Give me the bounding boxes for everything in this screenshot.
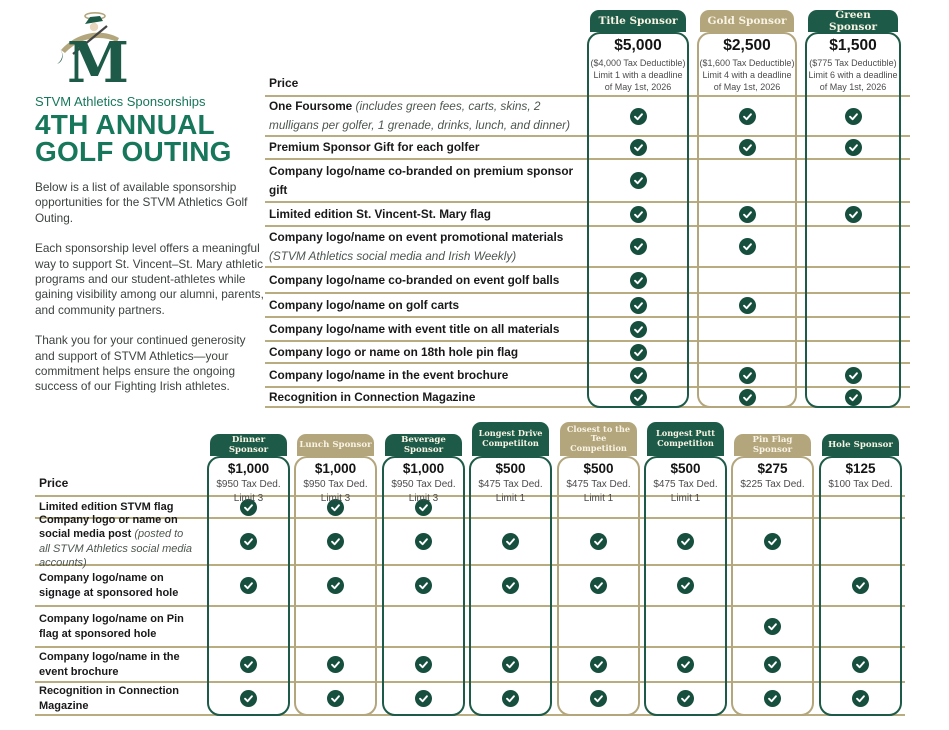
row-label <box>269 343 518 362</box>
sponsor-tax-deductible: ($775 Tax Deductible) <box>809 58 897 68</box>
table-row <box>265 388 910 408</box>
row-label <box>269 162 575 200</box>
check-cell <box>587 203 689 225</box>
sponsor-limit: Limit 3 <box>233 493 264 504</box>
row-label-cell <box>265 160 583 201</box>
check-cell <box>557 519 640 564</box>
check-cell <box>557 566 640 605</box>
check-cell <box>805 203 901 225</box>
table-row <box>265 364 910 388</box>
sponsor-limit: Limit 1 <box>670 493 701 504</box>
check-cell <box>587 388 689 406</box>
sponsor-price-info <box>209 461 288 504</box>
sponsor-price: $1,000 <box>402 461 445 476</box>
sponsor-price: $1,000 <box>227 461 270 476</box>
checkmark-icon <box>327 533 344 550</box>
check-cell <box>731 683 814 714</box>
check-cell <box>382 648 465 681</box>
checkmark-icon <box>240 577 257 594</box>
checkmark-icon <box>415 656 432 673</box>
checkmark-icon <box>852 656 869 673</box>
table-row <box>265 203 910 227</box>
check-cell <box>819 566 902 605</box>
check-cell <box>294 566 377 605</box>
row-label-note: (includes green fees, carts, skins, 2 mulligans per golfer, 1 grenade, drinks, lunch, and dinner) <box>269 99 570 132</box>
checkmark-icon <box>845 367 862 384</box>
sponsor-price-info <box>821 461 900 496</box>
row-label-cell <box>265 203 583 225</box>
top-sponsorship-table <box>265 10 910 412</box>
sponsor-price-info <box>699 37 795 96</box>
check-cell <box>805 388 901 406</box>
checkmark-icon <box>677 577 694 594</box>
checkmark-icon <box>852 577 869 594</box>
sponsor-price-info <box>471 461 550 504</box>
checkmark-icon <box>590 577 607 594</box>
sponsor-price-info <box>646 461 725 504</box>
check-cell <box>805 227 901 266</box>
check-cell <box>207 519 290 564</box>
sponsor-tab: Beverage Sponsor <box>385 434 462 456</box>
check-cell <box>697 318 797 340</box>
sponsor-tab: Hole Sponsor <box>822 434 899 456</box>
kicker-text: STVM Athletics Sponsorships <box>35 94 206 109</box>
checkmark-icon <box>677 533 694 550</box>
check-cell <box>805 268 901 292</box>
check-cell <box>587 364 689 386</box>
checkmark-icon <box>240 533 257 550</box>
check-cell <box>805 160 901 201</box>
checkmark-icon <box>415 577 432 594</box>
checkmark-icon <box>845 389 862 406</box>
check-cell <box>697 203 797 225</box>
check-cell <box>294 519 377 564</box>
check-cell <box>382 566 465 605</box>
check-cell <box>731 519 814 564</box>
sponsor-tax-deductible: $950 Tax Ded. <box>216 479 281 490</box>
check-cell <box>731 648 814 681</box>
checkmark-icon <box>739 297 756 314</box>
sponsor-limit: Limit 1 <box>495 493 526 504</box>
check-cell <box>557 683 640 714</box>
row-label-text: Company logo/name on event promotional materials <box>269 229 564 244</box>
sponsor-tax-deductible: ($1,600 Tax Deductible) <box>699 58 795 68</box>
check-cell <box>587 97 689 135</box>
check-cell <box>644 566 727 605</box>
row-label-cell <box>265 388 583 406</box>
row-label <box>269 271 559 290</box>
table-row <box>265 160 910 203</box>
row-label-cell <box>265 364 583 386</box>
check-cell <box>294 648 377 681</box>
checkmark-icon <box>739 238 756 255</box>
row-label-text: One Foursome <box>269 99 353 113</box>
check-cell <box>819 497 902 517</box>
check-cell <box>819 683 902 714</box>
table-row <box>35 513 905 569</box>
title-line-2: GOLF OUTING <box>35 136 232 167</box>
checkmark-icon <box>677 690 694 707</box>
price-column-header: Price <box>39 476 69 490</box>
row-label-cell <box>265 318 583 340</box>
checkmark-icon <box>764 656 781 673</box>
checkmark-icon <box>502 533 519 550</box>
row-label-cell <box>265 268 583 292</box>
row-label-text: Company logo/name on signage at sponsored hole <box>39 572 179 599</box>
sponsor-limit: Limit 6 with a deadline of May 1st, 2026 <box>808 70 898 92</box>
checkmark-icon <box>502 577 519 594</box>
row-label <box>269 320 559 339</box>
row-label-note: (posted to all STVM Athletics social media accounts) <box>39 528 193 569</box>
row-label-cell <box>35 513 201 569</box>
check-cell <box>207 683 290 714</box>
table-row <box>265 97 910 137</box>
checkmark-icon <box>630 206 647 223</box>
check-cell <box>697 342 797 362</box>
table-row <box>35 683 905 716</box>
sponsor-price: $2,500 <box>723 37 771 54</box>
row-label-cell <box>265 97 583 135</box>
sponsor-tab: Lunch Sponsor <box>297 434 374 456</box>
checkmark-icon <box>630 367 647 384</box>
check-cell <box>587 294 689 316</box>
checkmark-icon <box>739 108 756 125</box>
check-cell <box>587 160 689 201</box>
check-cell <box>557 607 640 646</box>
price-column-header: Price <box>269 76 299 90</box>
check-cell <box>587 227 689 266</box>
row-label-cell <box>35 607 201 646</box>
row-label-cell <box>35 566 201 605</box>
intro-paragraph-1: Below is a list of available sponsorship opportunities for the STVM Athletics Golf Outing. <box>35 180 248 225</box>
check-cell <box>587 342 689 362</box>
sponsor-tax-deductible: ($4,000 Tax Deductible) <box>590 58 686 68</box>
checkmark-icon <box>739 389 756 406</box>
check-cell <box>644 648 727 681</box>
checkmark-icon <box>590 656 607 673</box>
table-row <box>265 137 910 160</box>
table-row <box>35 566 905 607</box>
sponsor-tax-deductible: $100 Tax Ded. <box>828 479 893 490</box>
sponsor-price-info <box>733 461 812 496</box>
row-label-cell <box>35 683 201 714</box>
row-label <box>269 138 479 157</box>
checkmark-icon <box>630 389 647 406</box>
row-label-text: Company logo or name on 18th hole pin flag <box>269 344 519 359</box>
check-cell <box>731 566 814 605</box>
row-label-note: (STVM Athletics social media and Irish Weekly) <box>269 248 517 263</box>
checkmark-icon <box>327 577 344 594</box>
checkmark-icon <box>415 690 432 707</box>
checkmark-icon <box>630 139 647 156</box>
row-label-text: Premium Sponsor Gift for each golfer <box>269 140 480 154</box>
check-cell <box>587 318 689 340</box>
checkmark-icon <box>764 618 781 635</box>
sponsor-price-info <box>807 37 899 96</box>
check-cell <box>697 160 797 201</box>
row-label-text: Limited edition STVM flag <box>39 500 174 513</box>
check-cell <box>805 364 901 386</box>
check-cell <box>469 607 552 646</box>
row-label <box>39 612 193 641</box>
check-cell <box>697 268 797 292</box>
row-label <box>39 650 193 679</box>
checkmark-icon <box>739 367 756 384</box>
checkmark-icon <box>630 344 647 361</box>
table-row <box>265 294 910 318</box>
check-cell <box>557 648 640 681</box>
table-row <box>265 227 910 268</box>
sponsor-price: $1,500 <box>829 37 877 54</box>
row-label-text: Company logo/name co-branded on premium sponsor gift <box>269 163 574 197</box>
row-label-text: Company logo/name with event title on all materials <box>269 321 560 336</box>
sponsor-tab: Gold Sponsor <box>700 10 794 32</box>
sponsor-tab: Dinner Sponsor <box>210 434 287 456</box>
check-cell <box>697 294 797 316</box>
intro-paragraph-2: Each sponsorship level offers a meaningful way to support St. Vincent–St. Mary athletic programs and our student-athletes while gaining visibility among our alumni, parents, and community partners. <box>35 241 264 317</box>
check-cell <box>469 648 552 681</box>
sponsor-limit: Limit 1 <box>583 493 614 504</box>
check-cell <box>469 683 552 714</box>
check-cell <box>805 137 901 158</box>
sponsor-tab: Green Sponsor <box>808 10 898 32</box>
table-row <box>35 648 905 683</box>
sponsor-tax-deductible: $225 Tax Ded. <box>740 479 805 490</box>
check-cell <box>587 137 689 158</box>
row-label-cell <box>265 294 583 316</box>
row-label-cell <box>265 342 583 362</box>
check-cell <box>469 519 552 564</box>
sponsor-price-info <box>559 461 638 504</box>
check-cell <box>644 683 727 714</box>
row-label-cell <box>265 227 583 266</box>
checkmark-icon <box>240 690 257 707</box>
sponsor-price-info <box>384 461 463 504</box>
row-label <box>269 228 575 266</box>
checkmark-icon <box>739 139 756 156</box>
row-label <box>39 571 193 600</box>
checkmark-icon <box>327 690 344 707</box>
row-label <box>39 684 193 713</box>
check-cell <box>805 294 901 316</box>
check-cell <box>644 607 727 646</box>
checkmark-icon <box>845 206 862 223</box>
check-cell <box>697 227 797 266</box>
row-label-text: Company logo/name on golf carts <box>269 297 460 312</box>
sponsor-tax-deductible: $475 Tax Ded. <box>478 479 543 490</box>
check-cell <box>805 318 901 340</box>
check-cell <box>294 683 377 714</box>
row-label-text: Company logo/name in the event brochure <box>269 367 509 382</box>
sponsor-price: $5,000 <box>614 37 662 54</box>
check-cell <box>731 497 814 517</box>
check-cell <box>697 388 797 406</box>
row-label-text: Company logo/name on Pin flag at sponsored hole <box>39 613 184 640</box>
sponsor-price: $125 <box>845 461 876 476</box>
row-label-text: Recognition in Connection Magazine <box>39 685 179 712</box>
checkmark-icon <box>327 656 344 673</box>
check-cell <box>697 137 797 158</box>
check-cell <box>697 364 797 386</box>
sponsor-price: $500 <box>495 461 526 476</box>
row-label-text: Company logo/name in the event brochure <box>39 651 180 678</box>
checkmark-icon <box>240 656 257 673</box>
checkmark-icon <box>630 272 647 289</box>
checkmark-icon <box>764 690 781 707</box>
sponsor-tab: Longest Drive Competiiton <box>472 422 549 456</box>
sponsor-price: $275 <box>757 461 788 476</box>
sponsor-price-info <box>296 461 375 504</box>
check-cell <box>382 607 465 646</box>
checkmark-icon <box>845 139 862 156</box>
sidebar <box>35 8 267 395</box>
sponsor-tab: Pin Flag Sponsor <box>734 434 811 456</box>
checkmark-icon <box>764 533 781 550</box>
check-cell <box>207 648 290 681</box>
checkmark-icon <box>502 690 519 707</box>
svg-text:M: M <box>67 30 129 92</box>
sponsor-limit: Limit 3 <box>408 493 439 504</box>
check-cell <box>587 268 689 292</box>
row-label <box>269 388 475 407</box>
checkmark-icon <box>590 533 607 550</box>
check-cell <box>697 97 797 135</box>
check-cell <box>805 342 901 362</box>
check-cell <box>207 566 290 605</box>
sponsor-price-info <box>589 37 687 96</box>
sponsor-price: $500 <box>670 461 701 476</box>
checkmark-icon <box>630 238 647 255</box>
checkmark-icon <box>677 656 694 673</box>
sponsor-tax-deductible: $950 Tax Ded. <box>303 479 368 490</box>
sponsor-limit: Limit 3 <box>320 493 351 504</box>
page-title <box>35 111 267 165</box>
row-label-cell <box>265 137 583 158</box>
check-cell <box>819 607 902 646</box>
sponsor-limit: Limit 4 with a deadline of May 1st, 2026 <box>702 70 792 92</box>
row-label-text: Company logo or name on social media post <box>39 513 178 541</box>
checkmark-icon <box>415 533 432 550</box>
table-row <box>265 342 910 364</box>
checkmark-icon <box>502 656 519 673</box>
row-label <box>39 513 193 570</box>
stvm-logo <box>51 8 267 92</box>
checkmark-icon <box>630 321 647 338</box>
checkmark-icon <box>630 297 647 314</box>
checkmark-icon <box>852 690 869 707</box>
sponsor-price: $500 <box>583 461 614 476</box>
check-cell <box>644 519 727 564</box>
table-row <box>265 268 910 294</box>
checkmark-icon <box>845 108 862 125</box>
sponsor-tab: Longest Putt Competition <box>647 422 724 456</box>
row-label-text: Limited edition St. Vincent-St. Mary flag <box>269 206 491 221</box>
check-cell <box>731 607 814 646</box>
intro-paragraph-3: Thank you for your continued generosity and support of STVM Athletics—your commitment helps ensure the ongoing success of our Fighting Irish athletes. <box>35 333 246 394</box>
checkmark-icon <box>630 108 647 125</box>
row-label <box>269 97 575 135</box>
check-cell <box>382 683 465 714</box>
sponsor-price: $1,000 <box>314 461 357 476</box>
check-cell <box>294 607 377 646</box>
row-label <box>269 296 459 315</box>
row-label <box>269 366 508 385</box>
checkmark-icon <box>739 206 756 223</box>
row-label-cell <box>35 648 201 681</box>
check-cell <box>805 97 901 135</box>
row-label <box>269 205 491 224</box>
bottom-sponsorship-table <box>35 422 905 720</box>
checkmark-icon <box>590 690 607 707</box>
sponsor-tax-deductible: $950 Tax Ded. <box>391 479 456 490</box>
sponsor-tax-deductible: $475 Tax Ded. <box>566 479 631 490</box>
check-cell <box>819 519 902 564</box>
check-cell <box>207 607 290 646</box>
row-label-text: Recognition in Connection Magazine <box>269 389 476 404</box>
checkmark-icon <box>630 172 647 189</box>
row-label-text: Company logo/name co-branded on event golf balls <box>269 272 560 287</box>
sponsor-limit: Limit 1 with a deadline of May 1st, 2026 <box>593 70 683 92</box>
check-cell <box>469 566 552 605</box>
check-cell <box>382 519 465 564</box>
sponsor-tab: Title Sponsor <box>590 10 686 32</box>
check-cell <box>819 648 902 681</box>
sponsor-tab: Closest to the Tee Competition <box>560 422 637 456</box>
sponsor-tax-deductible: $475 Tax Ded. <box>653 479 718 490</box>
table-row <box>265 318 910 342</box>
title-line-1: 4TH ANNUAL <box>35 109 215 140</box>
table-row <box>35 607 905 648</box>
